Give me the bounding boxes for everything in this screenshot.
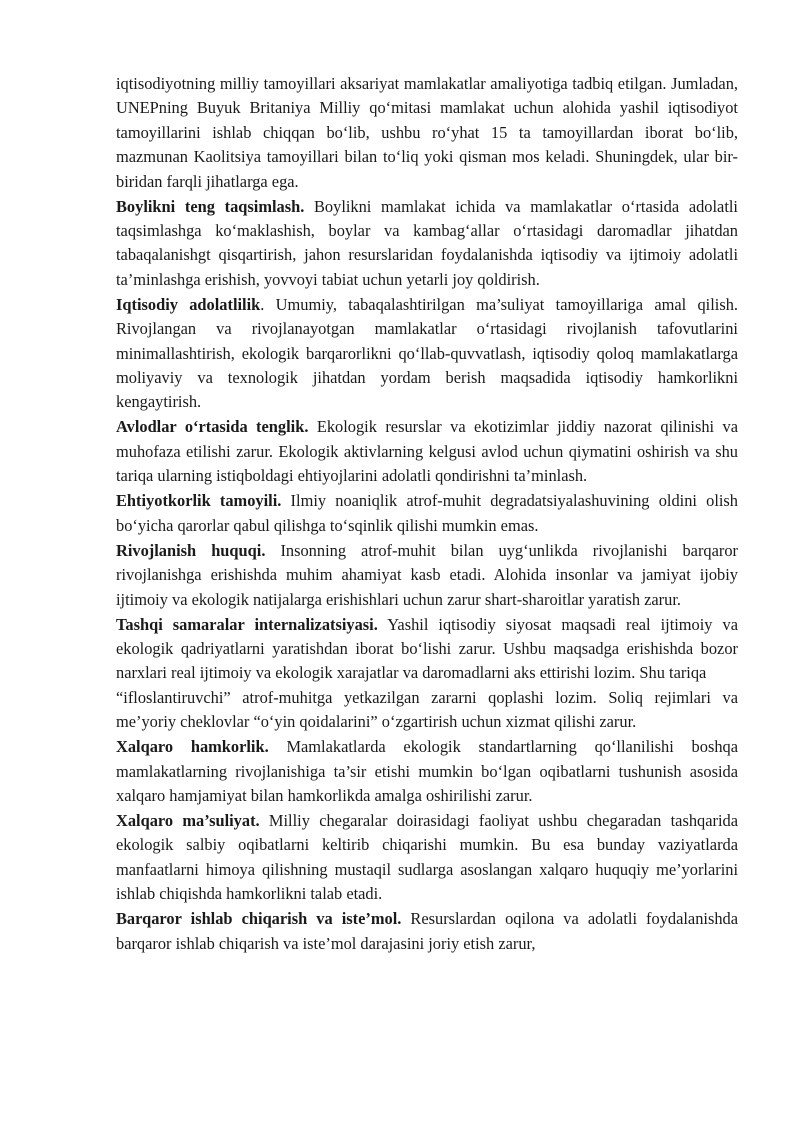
- paragraph-text: Ilmiy noaniqlik atrof-muhit degradatsiyalashuvining oldini olish bo‘yicha qarorlar qabul qilishga to‘sqinlik qilishi mumkin emas.: [116, 491, 739, 535]
- paragraph-wealth-distribution: [116, 195, 738, 293]
- paragraph-heading: Iqtisodiy adolatlilik: [116, 294, 261, 314]
- paragraph-sustainable-production: [116, 907, 738, 956]
- paragraph-heading: Barqaror ishlab chiqarish va iste’mol.: [116, 909, 402, 929]
- paragraph-heading: Ehtiyotkorlik tamoyili.: [116, 491, 282, 511]
- paragraph-text: Mamlakatlarda ekologik standartlarning qo‘llanilishi boshqa mamlakatlarning rivojlanishiga ta’sir etishi mumkin bo‘lgan oqibatlarni tushunish asosida xalqaro hamjamiyat bilan hamkorlikda amalga oshirilishi zarur.: [116, 737, 738, 805]
- paragraph-text: Resurslardan oqilona va adolatli foydalanishda barqaror ishlab chiqarish va iste’mol darajasini joriy etish zarur,: [116, 909, 739, 953]
- paragraph-international-responsibility: [116, 809, 738, 907]
- paragraph-heading: Avlodlar o‘rtasida tenglik.: [116, 417, 309, 437]
- paragraph-heading: Xalqaro hamkorlik.: [116, 737, 269, 757]
- paragraph-text: Milliy chegaralar doirasidagi faoliyat ushbu chegaradan tashqarida ekologik salbiy oqibatlarni keltirib chiqarishi mumkin. Bu esa bunday vaziyatlarda manfaatlarni himoya qilishning mustaqil sudlarga asoslangan xalqaro huquqiy me’yorlarini ishlab chiqishda hamkorlikni talab etadi.: [116, 810, 738, 904]
- paragraph-economic-fairness: [116, 293, 738, 415]
- paragraph-text: Boylikni mamlakat ichida va mamlakatlar o‘rtasida adolatli taqsimlashga ko‘maklashish, boylar va kambag‘allar o‘rtasidagi daromadlar jihatdan tabaqalanishgt qisqartirish, jahon resurslaridan foydalanishda iqtisodiy va ijtimoiy adolatli ta’minlashga erishish, yovvoyi tabiat uchun yetarli joy qoldirish.: [116, 196, 738, 289]
- paragraph-text: Insonning atrof-muhit bilan uyg‘unlikda rivojlanishi barqaror rivojlanishga erishishda muhim ahamiyat kasb etadi. Alohida insonlar va jamiyat ijobiy ijtimoiy va ekologik natijalarga erishishlari uchun zarur shart-sharoitlar yaratish zarur.: [116, 540, 738, 609]
- paragraph-right-to-development: [116, 539, 738, 612]
- paragraph-precaution-principle: [116, 489, 738, 538]
- paragraph-text: iqtisodiyotning milliy tamoyillari aksariyat mamlakatlar amaliyotiga tadbiq etilgan. Jumladan, UNEPning Buyuk Britaniya Milliy qo‘mitasi mamlakat uchun alohida yashil iqtisodiyot tamoyillarini ishlab chiqqan bo‘lib, ushbu ro‘yhat 15 ta tamoyillardan iborat bo‘lib, mazmunan Kaolitsiya tamoyillari bilan to‘liq yoki qisman mos keladi. Shuningdek, ular bir-biridan farqli jihatlarga ega.: [116, 74, 738, 191]
- paragraph-heading: Boylikni teng taqsimlash.: [116, 196, 305, 216]
- paragraph-heading: Xalqaro ma’suliyat.: [116, 810, 260, 830]
- paragraph-intergenerational-equity: [116, 415, 738, 488]
- paragraph-text: Ekologik resurslar va ekotizimlar jiddiy nazorat qilinishi va muhofaza etilishi zarur. Ekologik aktivlarning kelgusi avlod uchun qiymatini oshirish va shu tariqa ularning istiqboldagi ehtiyojlarini adolatli qondirishni ta’minlash.: [116, 417, 738, 486]
- paragraph-externalities-internalization: [116, 613, 738, 735]
- paragraph-international-cooperation: [116, 735, 738, 808]
- paragraph-heading: Rivojlanish huquqi.: [116, 540, 266, 560]
- paragraph-intro: [116, 72, 738, 194]
- paragraph-heading: Tashqi samaralar internalizatsiyasi.: [116, 614, 378, 634]
- document-page: [116, 72, 738, 956]
- paragraph-text: Yashil iqtisodiy siyosat maqsadi real ijtimoiy va ekologik qadriyatlarni yaratishdan iborat bo‘lishi zarur. Ushbu maqsadga erishishda bozor narxlari real ijtimoiy va ekologik xarajatlar va daromadlarni aks ettirishi lozim. Shu tariqa: [116, 614, 738, 683]
- paragraph-continuation: “ifloslantiruvchi” atrof-muhitga yetkazilgan zararni qoplashi lozim. Soliq rejimlari va me’yoriy cheklovlar “o‘yin qoidalarini” o‘zgartirish uchun xizmat qilishi zarur.: [116, 687, 738, 732]
- paragraph-text: . Umumiy, tabaqalashtirilgan ma’suliyat tamoyillariga amal qilish. Rivojlangan va rivojlanayotgan mamlakatlar o‘rtasidagi rivojlanish tafovutlarini minimallashtirish, ekologik barqarorlikni qo‘llab-quvvatlash, iqtisodiy qoloq mamlakatlarga moliyaviy va texnologik jihatdan yordam berish maqsadida iqtisodiy hamkorlikni kengaytirish.: [116, 294, 738, 412]
